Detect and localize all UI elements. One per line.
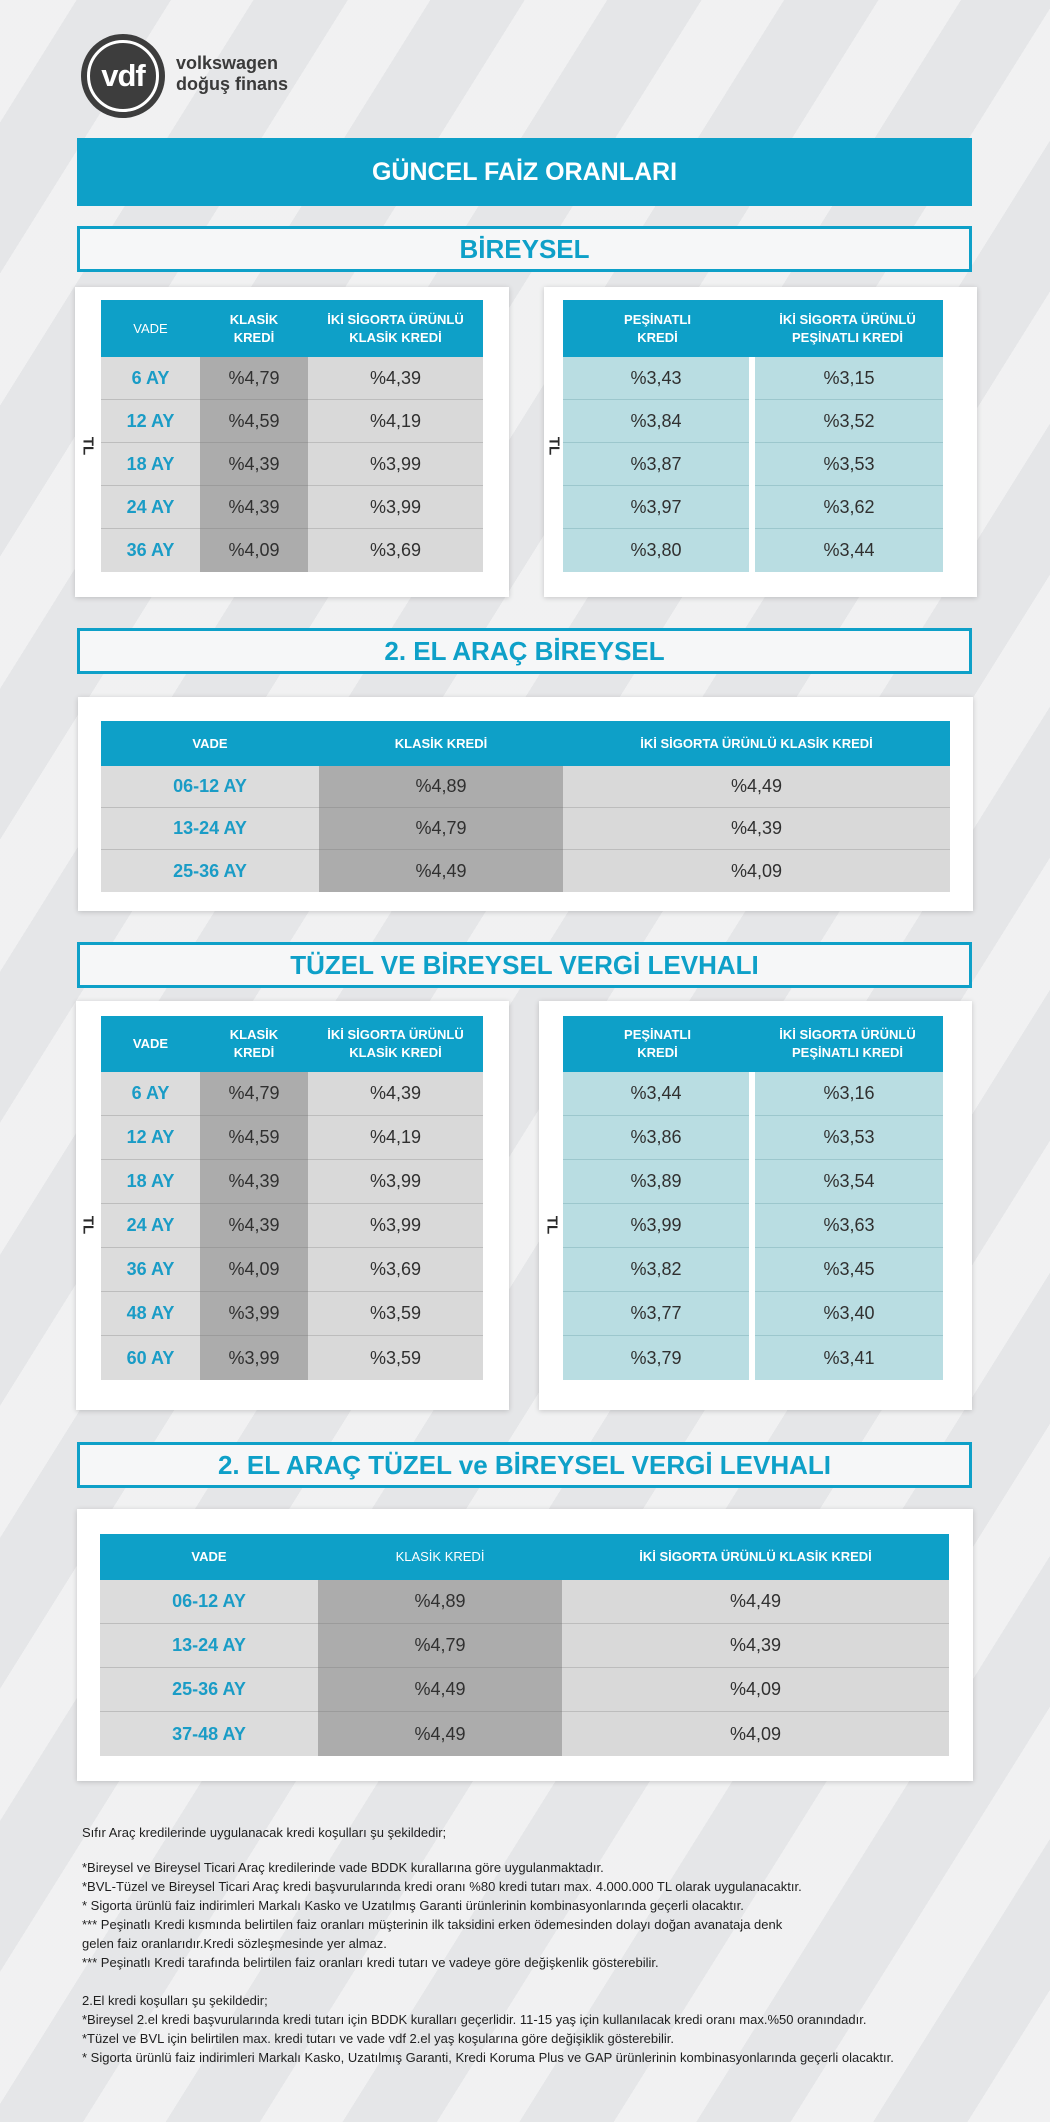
tuzel-pesinatli-card — [539, 1001, 972, 1410]
logo-ring — [87, 40, 159, 112]
header-klasik-kredi: KLASİK KREDİ — [394, 735, 488, 751]
klasik-rate-cell: %3,99 — [200, 1292, 308, 1336]
table-row — [101, 1072, 483, 1116]
header-klasik-kredi: KLASİK KREDİ — [229, 311, 279, 345]
table-row — [101, 808, 950, 850]
header-vade: VADE — [132, 1036, 169, 1051]
pesinatli-rate-cell: %3,43 — [563, 357, 749, 400]
ikinci-el-bireysel-card — [78, 697, 973, 911]
table-header — [100, 1534, 949, 1580]
table-row — [101, 850, 950, 892]
iki-sigorta-rate-cell: %4,49 — [563, 766, 950, 808]
pesinatli-rate-cell: %3,44 — [563, 1072, 749, 1116]
header-vade: VADE — [191, 1549, 227, 1564]
iki-sigorta-pesinatli-rate-cell: %3,16 — [755, 1072, 943, 1116]
note-line: *** Peşinatlı Kredi kısmında belirtilen faiz oranları müşterinin ilk taksidini erken ödemesinden dolayı doğan avanataja denk — [82, 1917, 783, 1932]
header-iki-sigorta-pesinatli: İKİ SİGORTA ÜRÜNLÜ PEŞİNATLI KREDİ — [779, 311, 916, 345]
pesinatli-rate-cell: %3,89 — [563, 1160, 749, 1204]
table-header — [563, 300, 943, 357]
iki-sigorta-pesinatli-rate-cell: %3,63 — [755, 1204, 943, 1248]
note-line: *Tüzel ve BVL için belirtilen max. kredi tutarı ve vade vdf 2.el yaş koşularına göre değişiklik gösterebilir. — [82, 2031, 675, 2046]
brand-name-line2: doğuş finans — [176, 74, 288, 94]
vade-cell: 24 AY — [101, 1204, 200, 1248]
note-line: *Bireysel 2.el kredi başvurularında kredi tutarı için BDDK kuralları geçerlidir. 11-15 yaş için kullanılacak kredi oranı max.%50 oranındadır. — [82, 2012, 867, 2027]
vade-cell: 36 AY — [101, 1248, 200, 1292]
note-line: *** Peşinatlı Kredi tarafında belirtilen faiz oranları kredi tutarı ve vadeye göre değişkenlik gösterebilir. — [82, 1955, 659, 1970]
table-row — [563, 1204, 943, 1248]
vade-cell: 06-12 AY — [100, 1580, 318, 1624]
table-row — [101, 400, 483, 443]
header-iki-sigorta-pesinatli: İKİ SİGORTA ÜRÜNLÜ PEŞİNATLI KREDİ — [779, 1027, 916, 1060]
iki-sigorta-rate-cell: %4,39 — [563, 808, 950, 850]
table-row — [100, 1712, 949, 1756]
iki-sigorta-pesinatli-rate-cell: %3,52 — [755, 400, 943, 443]
klasik-rate-cell: %4,49 — [318, 1668, 562, 1712]
table-row — [100, 1624, 949, 1668]
iki-sigorta-rate-cell: %3,99 — [308, 1204, 483, 1248]
vade-cell: 37-48 AY — [100, 1712, 318, 1756]
header-iki-sigorta-klasik: İKİ SİGORTA ÜRÜNLÜ KLASİK KREDİ — [327, 1027, 464, 1060]
table-row — [563, 443, 943, 486]
table-row — [563, 357, 943, 400]
klasik-rate-cell: %4,39 — [200, 1160, 308, 1204]
iki-sigorta-rate-cell: %3,69 — [308, 529, 483, 572]
iki-sigorta-rate-cell: %4,09 — [562, 1712, 949, 1756]
iki-sigorta-rate-cell: %4,19 — [308, 400, 483, 443]
section-heading-ikinci-el-bireysel: 2. EL ARAÇ BİREYSEL — [77, 628, 972, 674]
iki-sigorta-pesinatli-rate-cell: %3,54 — [755, 1160, 943, 1204]
table-row — [100, 1668, 949, 1712]
iki-sigorta-rate-cell: %4,49 — [562, 1580, 949, 1624]
table-row — [101, 1116, 483, 1160]
vade-cell: 12 AY — [101, 400, 200, 443]
pesinatli-rate-cell: %3,84 — [563, 400, 749, 443]
vade-cell: 60 AY — [101, 1336, 200, 1380]
table-row — [100, 1580, 949, 1624]
iki-sigorta-pesinatli-rate-cell: %3,44 — [755, 529, 943, 572]
table-row — [101, 357, 483, 400]
table-row — [563, 486, 943, 529]
section-heading-ikinci-el-tuzel: 2. EL ARAÇ TÜZEL ve BİREYSEL VERGİ LEVHALI — [77, 1442, 972, 1488]
pesinatli-rate-cell: %3,86 — [563, 1116, 749, 1160]
pesinatli-rate-cell: %3,99 — [563, 1204, 749, 1248]
klasik-rate-cell: %4,39 — [200, 486, 308, 529]
table-row — [101, 1204, 483, 1248]
page-title: GÜNCEL FAİZ ORANLARI — [77, 138, 972, 206]
iki-sigorta-rate-cell: %3,99 — [308, 1160, 483, 1204]
tuzel-klasik-table — [101, 1016, 483, 1380]
vade-cell: 36 AY — [101, 529, 200, 572]
vade-cell: 12 AY — [101, 1116, 200, 1160]
iki-sigorta-rate-cell: %3,99 — [308, 486, 483, 529]
klasik-rate-cell: %4,79 — [318, 1624, 562, 1668]
iki-sigorta-pesinatli-rate-cell: %3,53 — [755, 443, 943, 486]
table-row — [101, 486, 483, 529]
note-line: * Sigorta ürünlü faiz indirimleri Markalı Kasko ve Uzatılmış Garanti ürünlerinin kombinasyonlarında geçerli olacaktır. — [82, 1898, 744, 1913]
notes-intro: Sıfır Araç kredilerinde uygulanacak kredi koşulları şu şekildedir; — [82, 1825, 447, 1840]
table-row — [101, 766, 950, 808]
iki-sigorta-pesinatli-rate-cell: %3,53 — [755, 1116, 943, 1160]
ikinci-el-tuzel-card — [77, 1509, 973, 1781]
currency-label: TL — [79, 1215, 97, 1235]
table-row — [563, 1336, 943, 1380]
table-row — [563, 400, 943, 443]
bireysel-klasik-card — [75, 287, 509, 597]
header-iki-sigorta-klasik: İKİ SİGORTA ÜRÜNLÜ KLASİK KREDİ — [639, 1549, 872, 1564]
vade-cell: 13-24 AY — [100, 1624, 318, 1668]
klasik-rate-cell: %4,09 — [200, 1248, 308, 1292]
header-vade: VADE — [192, 735, 228, 751]
tuzel-klasik-card — [76, 1001, 509, 1410]
section-heading-tuzel-vergi-levhali: TÜZEL VE BİREYSEL VERGİ LEVHALI — [77, 942, 972, 988]
vade-cell: 18 AY — [101, 1160, 200, 1204]
header-pesinatli-kredi: PEŞİNATLI KREDİ — [624, 1027, 691, 1060]
note-line: *Bireysel ve Bireysel Ticari Araç kredilerinde vade BDDK kurallarına göre uygulanmaktadır. — [82, 1860, 604, 1875]
iki-sigorta-rate-cell: %4,09 — [563, 850, 950, 892]
bireysel-pesinatli-table — [563, 300, 943, 572]
note-title: 2.El kredi koşulları şu şekildedir; — [82, 1993, 268, 2008]
table-row — [101, 1336, 483, 1380]
vade-cell: 48 AY — [101, 1292, 200, 1336]
table-header — [101, 300, 483, 357]
iki-sigorta-rate-cell: %3,69 — [308, 1248, 483, 1292]
klasik-rate-cell: %4,49 — [319, 850, 563, 892]
ikinci-el-bireysel-table — [101, 721, 950, 892]
table-row — [563, 1292, 943, 1336]
header-pesinatli-kredi: PEŞİNATLI KREDİ — [624, 311, 691, 345]
header-iki-sigorta-klasik: İKİ SİGORTA ÜRÜNLÜ KLASİK KREDİ — [640, 735, 873, 751]
vade-cell: 18 AY — [101, 443, 200, 486]
iki-sigorta-rate-cell: %4,39 — [308, 357, 483, 400]
vade-cell: 06-12 AY — [101, 766, 319, 808]
pesinatli-rate-cell: %3,79 — [563, 1336, 749, 1380]
table-row — [101, 1292, 483, 1336]
note-line: *BVL-Tüzel ve Bireysel Ticari Araç kredi başvurularında kredi oranı %80 kredi tutarı max. 4.000.000 TL olarak uygulanacaktır. — [82, 1879, 802, 1894]
vade-cell: 13-24 AY — [101, 808, 319, 850]
table-row — [563, 1248, 943, 1292]
vade-cell: 6 AY — [101, 1072, 200, 1116]
klasik-rate-cell: %4,39 — [200, 1204, 308, 1248]
notes-ikinci-el — [82, 1991, 894, 2067]
iki-sigorta-rate-cell: %3,59 — [308, 1336, 483, 1380]
iki-sigorta-rate-cell: %4,39 — [308, 1072, 483, 1116]
table-row — [563, 529, 943, 572]
table-row — [563, 1072, 943, 1116]
bireysel-pesinatli-card — [544, 287, 977, 597]
vade-cell: 6 AY — [101, 357, 200, 400]
pesinatli-rate-cell: %3,82 — [563, 1248, 749, 1292]
table-row — [101, 1160, 483, 1204]
table-row — [101, 529, 483, 572]
iki-sigorta-rate-cell: %3,99 — [308, 443, 483, 486]
iki-sigorta-pesinatli-rate-cell: %3,40 — [755, 1292, 943, 1336]
klasik-rate-cell: %4,09 — [200, 529, 308, 572]
iki-sigorta-pesinatli-rate-cell: %3,45 — [755, 1248, 943, 1292]
table-row — [101, 443, 483, 486]
table-header — [563, 1016, 943, 1072]
klasik-rate-cell: %4,79 — [200, 357, 308, 400]
header-klasik-kredi: KLASİK KREDİ — [229, 1027, 279, 1060]
iki-sigorta-rate-cell: %3,59 — [308, 1292, 483, 1336]
klasik-rate-cell: %4,79 — [200, 1072, 308, 1116]
vdf-logo — [81, 34, 165, 118]
klasik-rate-cell: %4,79 — [319, 808, 563, 850]
iki-sigorta-pesinatli-rate-cell: %3,62 — [755, 486, 943, 529]
brand-name-line1: volkswagen — [176, 53, 279, 73]
note-line: * Sigorta ürünlü faiz indirimleri Markalı Kasko, Uzatılmış Garanti, Kredi Koruma Plus ve GAP ürünlerinin kombinasyonlarında geçerli olacaktır. — [82, 2050, 894, 2065]
table-row — [101, 1248, 483, 1292]
pesinatli-rate-cell: %3,80 — [563, 529, 749, 572]
iki-sigorta-rate-cell: %4,09 — [562, 1668, 949, 1712]
vade-cell: 25-36 AY — [101, 850, 319, 892]
table-row — [563, 1160, 943, 1204]
currency-label: TL — [545, 436, 563, 456]
notes-sifir-arac — [82, 1858, 802, 1972]
klasik-rate-cell: %4,89 — [319, 766, 563, 808]
klasik-rate-cell: %4,49 — [318, 1712, 562, 1756]
vade-cell: 25-36 AY — [100, 1668, 318, 1712]
header-iki-sigorta-klasik: İKİ SİGORTA ÜRÜNLÜ KLASİK KREDİ — [327, 311, 464, 345]
pesinatli-rate-cell: %3,77 — [563, 1292, 749, 1336]
ikinci-el-tuzel-table — [100, 1534, 949, 1756]
bireysel-klasik-table — [101, 300, 483, 572]
vade-cell: 24 AY — [101, 486, 200, 529]
note-line: gelen faiz oranlarıdır.Kredi sözleşmesinde yer almaz. — [82, 1936, 387, 1951]
pesinatli-rate-cell: %3,97 — [563, 486, 749, 529]
klasik-rate-cell: %4,89 — [318, 1580, 562, 1624]
table-header — [101, 721, 950, 766]
table-row — [563, 1116, 943, 1160]
klasik-rate-cell: %4,39 — [200, 443, 308, 486]
iki-sigorta-pesinatli-rate-cell: %3,41 — [755, 1336, 943, 1380]
iki-sigorta-rate-cell: %4,19 — [308, 1116, 483, 1160]
klasik-rate-cell: %4,59 — [200, 400, 308, 443]
currency-label: TL — [79, 436, 97, 456]
klasik-rate-cell: %3,99 — [200, 1336, 308, 1380]
klasik-rate-cell: %4,59 — [200, 1116, 308, 1160]
tuzel-pesinatli-table — [563, 1016, 943, 1380]
table-header — [101, 1016, 483, 1072]
pesinatli-rate-cell: %3,87 — [563, 443, 749, 486]
section-heading-bireysel: BİREYSEL — [77, 226, 972, 272]
logo-text: vdf — [101, 58, 145, 93]
header-vade: VADE — [133, 320, 168, 336]
currency-label: TL — [543, 1215, 561, 1235]
iki-sigorta-rate-cell: %4,39 — [562, 1624, 949, 1668]
iki-sigorta-pesinatli-rate-cell: %3,15 — [755, 357, 943, 400]
header-klasik-kredi: KLASİK KREDİ — [395, 1549, 485, 1564]
